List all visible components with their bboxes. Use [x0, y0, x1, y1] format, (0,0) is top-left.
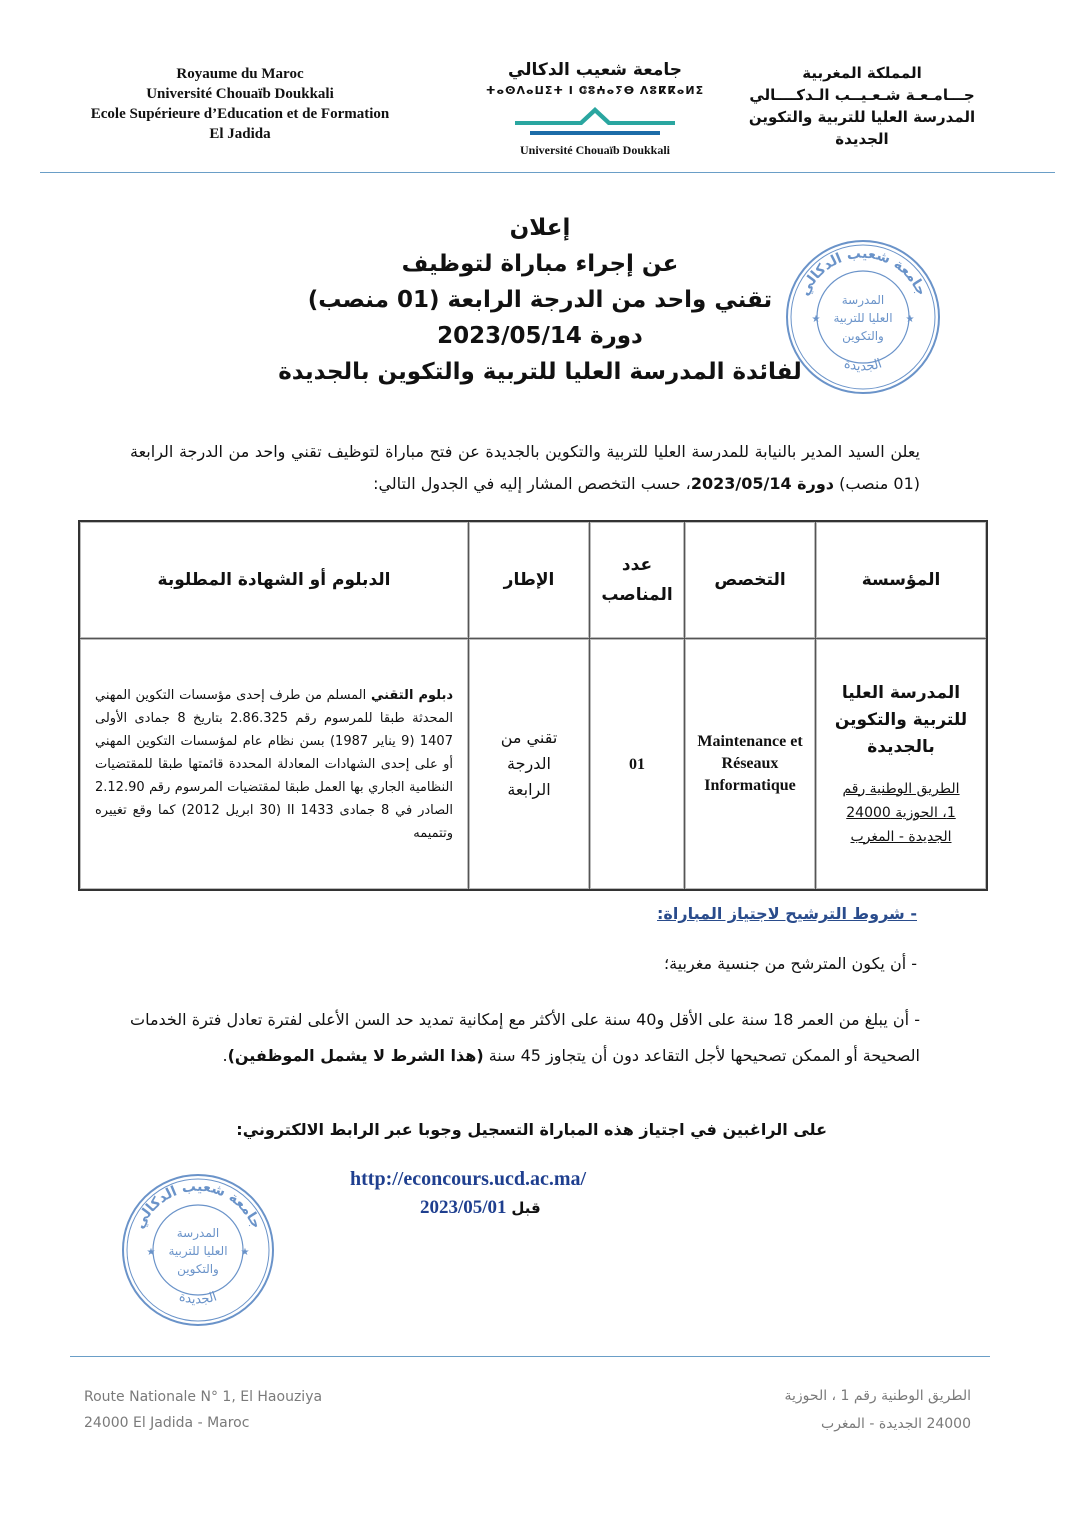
header-fr-line: Royaume du Maroc — [176, 66, 304, 82]
logo-french-name: Université Chouaïb Doukkali — [519, 143, 671, 157]
conditions-heading: - شروط الترشيح لاجتياز المباراة: — [657, 904, 917, 923]
header-fr-line: Université Chouaïb Doukkali — [146, 86, 334, 102]
header-ar-line: جـــامـعـة شـعـيــب الـدكــــالي — [749, 86, 975, 104]
intro-session: دورة 2023/05/14 — [690, 474, 834, 493]
cell-institution — [816, 639, 988, 891]
header-cadre: الإطار — [469, 521, 590, 639]
condition-age-text: - أن يبلغ من العمر 18 سنة على الأقل و40 سنة على الأكثر مع إمكانية تمديد حد السن الأعلى لفترة تعادل فترة الخدمات الصحيحة أو الممكن تصحيحها لأجل التقاعد دون أن يتجاوز 45 سنة — [130, 1010, 921, 1065]
table-row — [79, 639, 987, 891]
title-line: لفائدة المدرسة العليا للتربية والتكوين بالجديدة — [278, 359, 802, 385]
deadline-date: 2023/05/01 — [420, 1197, 507, 1218]
condition-nationality: - أن يكون المترشح من جنسية مغربية؛ — [664, 954, 917, 973]
specialty-value: Maintenance et Réseaux Informatique — [697, 733, 803, 794]
header-posts: عدد المناصب — [590, 521, 685, 639]
school-stamp-top — [782, 236, 944, 398]
svg-text:الجديدة — [842, 356, 884, 374]
intro-paragraph — [130, 436, 920, 500]
cell-specialty — [685, 639, 816, 891]
institution-address: الطريق الوطنية رقم 1، الحوزية 24000 الجديدة - المغرب — [842, 780, 960, 845]
stamp-inner-line: المدرسة — [176, 1226, 220, 1240]
cell-cadre — [469, 639, 590, 891]
header-fr-line: El Jadida — [209, 126, 271, 142]
institution-name: المدرسة العليا للتربية والتكوين بالجديدة — [834, 682, 968, 757]
cell-posts — [590, 639, 685, 891]
intro-text-end: ، حسب التخصص المشار إليه في الجدول التالي: — [373, 474, 691, 493]
stamp-inner-line: العليا للتربية — [168, 1244, 228, 1258]
table-header-row — [79, 521, 987, 639]
positions-table — [78, 520, 988, 891]
header-ar-line: المدرسة العليا للتربية والتكوين — [748, 108, 976, 126]
diploma-title: دبلوم التقني — [370, 687, 453, 703]
stamp-bottom-text: الجديدة — [842, 356, 884, 375]
announcement-title — [260, 210, 820, 390]
title-line: عن إجراء مباراة لتوظيف — [401, 251, 679, 277]
registration-deadline — [420, 1197, 541, 1219]
condition-age — [130, 1002, 920, 1074]
footer-ar-line: الطريق الوطنية رقم 1 ، الحوزية — [784, 1388, 971, 1404]
footer-fr-line: 24000 El Jadida - Maroc — [84, 1415, 250, 1431]
footer-divider — [70, 1356, 990, 1357]
footer-arabic-address — [785, 1382, 971, 1438]
cell-diploma — [79, 639, 469, 891]
stamp-star-icon: ★ — [905, 314, 915, 325]
stamp-bottom-text: الجديدة — [177, 1289, 219, 1308]
logo-emblem-icon — [510, 99, 680, 141]
registration-link[interactable]: http://econcours.ucd.ac.ma/ — [350, 1168, 587, 1190]
header-ar-line: الجديدة — [835, 130, 889, 148]
title-line: تقني واحد من الدرجة الرابعة (01 منصب) — [307, 287, 773, 313]
stamp-outer-text: جامعة شعيب الدكالي — [131, 1178, 265, 1232]
svg-text:الجديدة — [177, 1289, 219, 1307]
header-institution: المؤسسة — [816, 521, 988, 639]
svg-text:جامعة شعيب الدكالي — [797, 246, 930, 299]
stamp-star-icon: ★ — [240, 1247, 250, 1258]
registration-instruction: على الراغبين في اجتياز هذه المباراة التسجيل وجوبا عبر الرابط الالكتروني: — [236, 1120, 827, 1139]
school-stamp-bottom — [118, 1170, 278, 1330]
title-line: إعلان — [509, 215, 571, 241]
header-french-block — [30, 64, 450, 144]
deadline-label: قبل — [511, 1199, 541, 1217]
stamp-inner-line: العليا للتربية — [833, 311, 893, 325]
header-fr-line: Ecole Supérieure d’Education et de Formation — [90, 106, 390, 122]
stamp-inner-line: والتكوين — [177, 1262, 219, 1276]
header-divider — [40, 172, 1055, 173]
logo-tifinagh-name: ⵜⴰⵙⴷⴰⵡⵉⵜ ⵏ ⵛⵓⵄⴰⵢⴱ ⴷⵓⴽⴽⴰⵍⵉ — [485, 84, 705, 97]
stamp-star-icon: ★ — [146, 1247, 156, 1258]
stamp-inner-line: والتكوين — [842, 329, 884, 343]
condition-age-note: (هذا الشرط لا يشمل الموظفين) — [227, 1046, 484, 1065]
cadre-value: تقني من الدرجة الرابعة — [500, 728, 558, 799]
header-arabic-block — [697, 62, 1027, 150]
stamp-outer-text: جامعة شعيب الدكالي — [796, 245, 930, 299]
stamp-star-icon: ★ — [811, 314, 821, 325]
condition-age-end: . — [222, 1046, 228, 1065]
header-specialty: التخصص — [685, 521, 816, 639]
stamp-inner-line: المدرسة — [841, 293, 885, 307]
footer-ar-line: 24000 الجديدة - المغرب — [821, 1416, 971, 1432]
diploma-value — [81, 684, 467, 845]
logo-arabic-name: جامعة شعيب الدكالي — [507, 60, 683, 80]
header-diploma: الدبلوم أو الشهادة المطلوبة — [79, 521, 469, 639]
title-line: دورة 2023/05/14 — [437, 323, 643, 349]
diploma-text: المسلم من طرف إحدى مؤسسات التكوين المهني المحدثة طبقا للمرسوم رقم 2.86.325 بتاريخ 8 جمادى الأولى 1407 (9 يناير 1987) بسن نظام عام لمؤسسات التكوين المهني أو على إحدى الشهادات المعادلة المحددة قائمتها طبقا للمقتضيات النظامية الجاري بها العمل طبقا لمقتضيات المرسوم رقم 2.12.90 الصادر في 8 جمادى II 1433 (30 ابريل 2012) كما وقع تغييره وتتميمه — [95, 687, 453, 841]
header-ar-line: المملكة المغربية — [802, 64, 922, 82]
posts-value: 01 — [629, 756, 645, 773]
intro-text: يعلن السيد المدير بالنيابة للمدرسة العليا للتربية والتكوين بالجديدة عن فتح مباراة لتوظيف تقني واحد من الدرجة الرابعة (01 منصب) — [130, 442, 920, 493]
footer-french-address — [84, 1384, 322, 1436]
footer-fr-line: Route Nationale N° 1, El Haouziya — [84, 1389, 323, 1405]
university-logo — [480, 60, 710, 158]
